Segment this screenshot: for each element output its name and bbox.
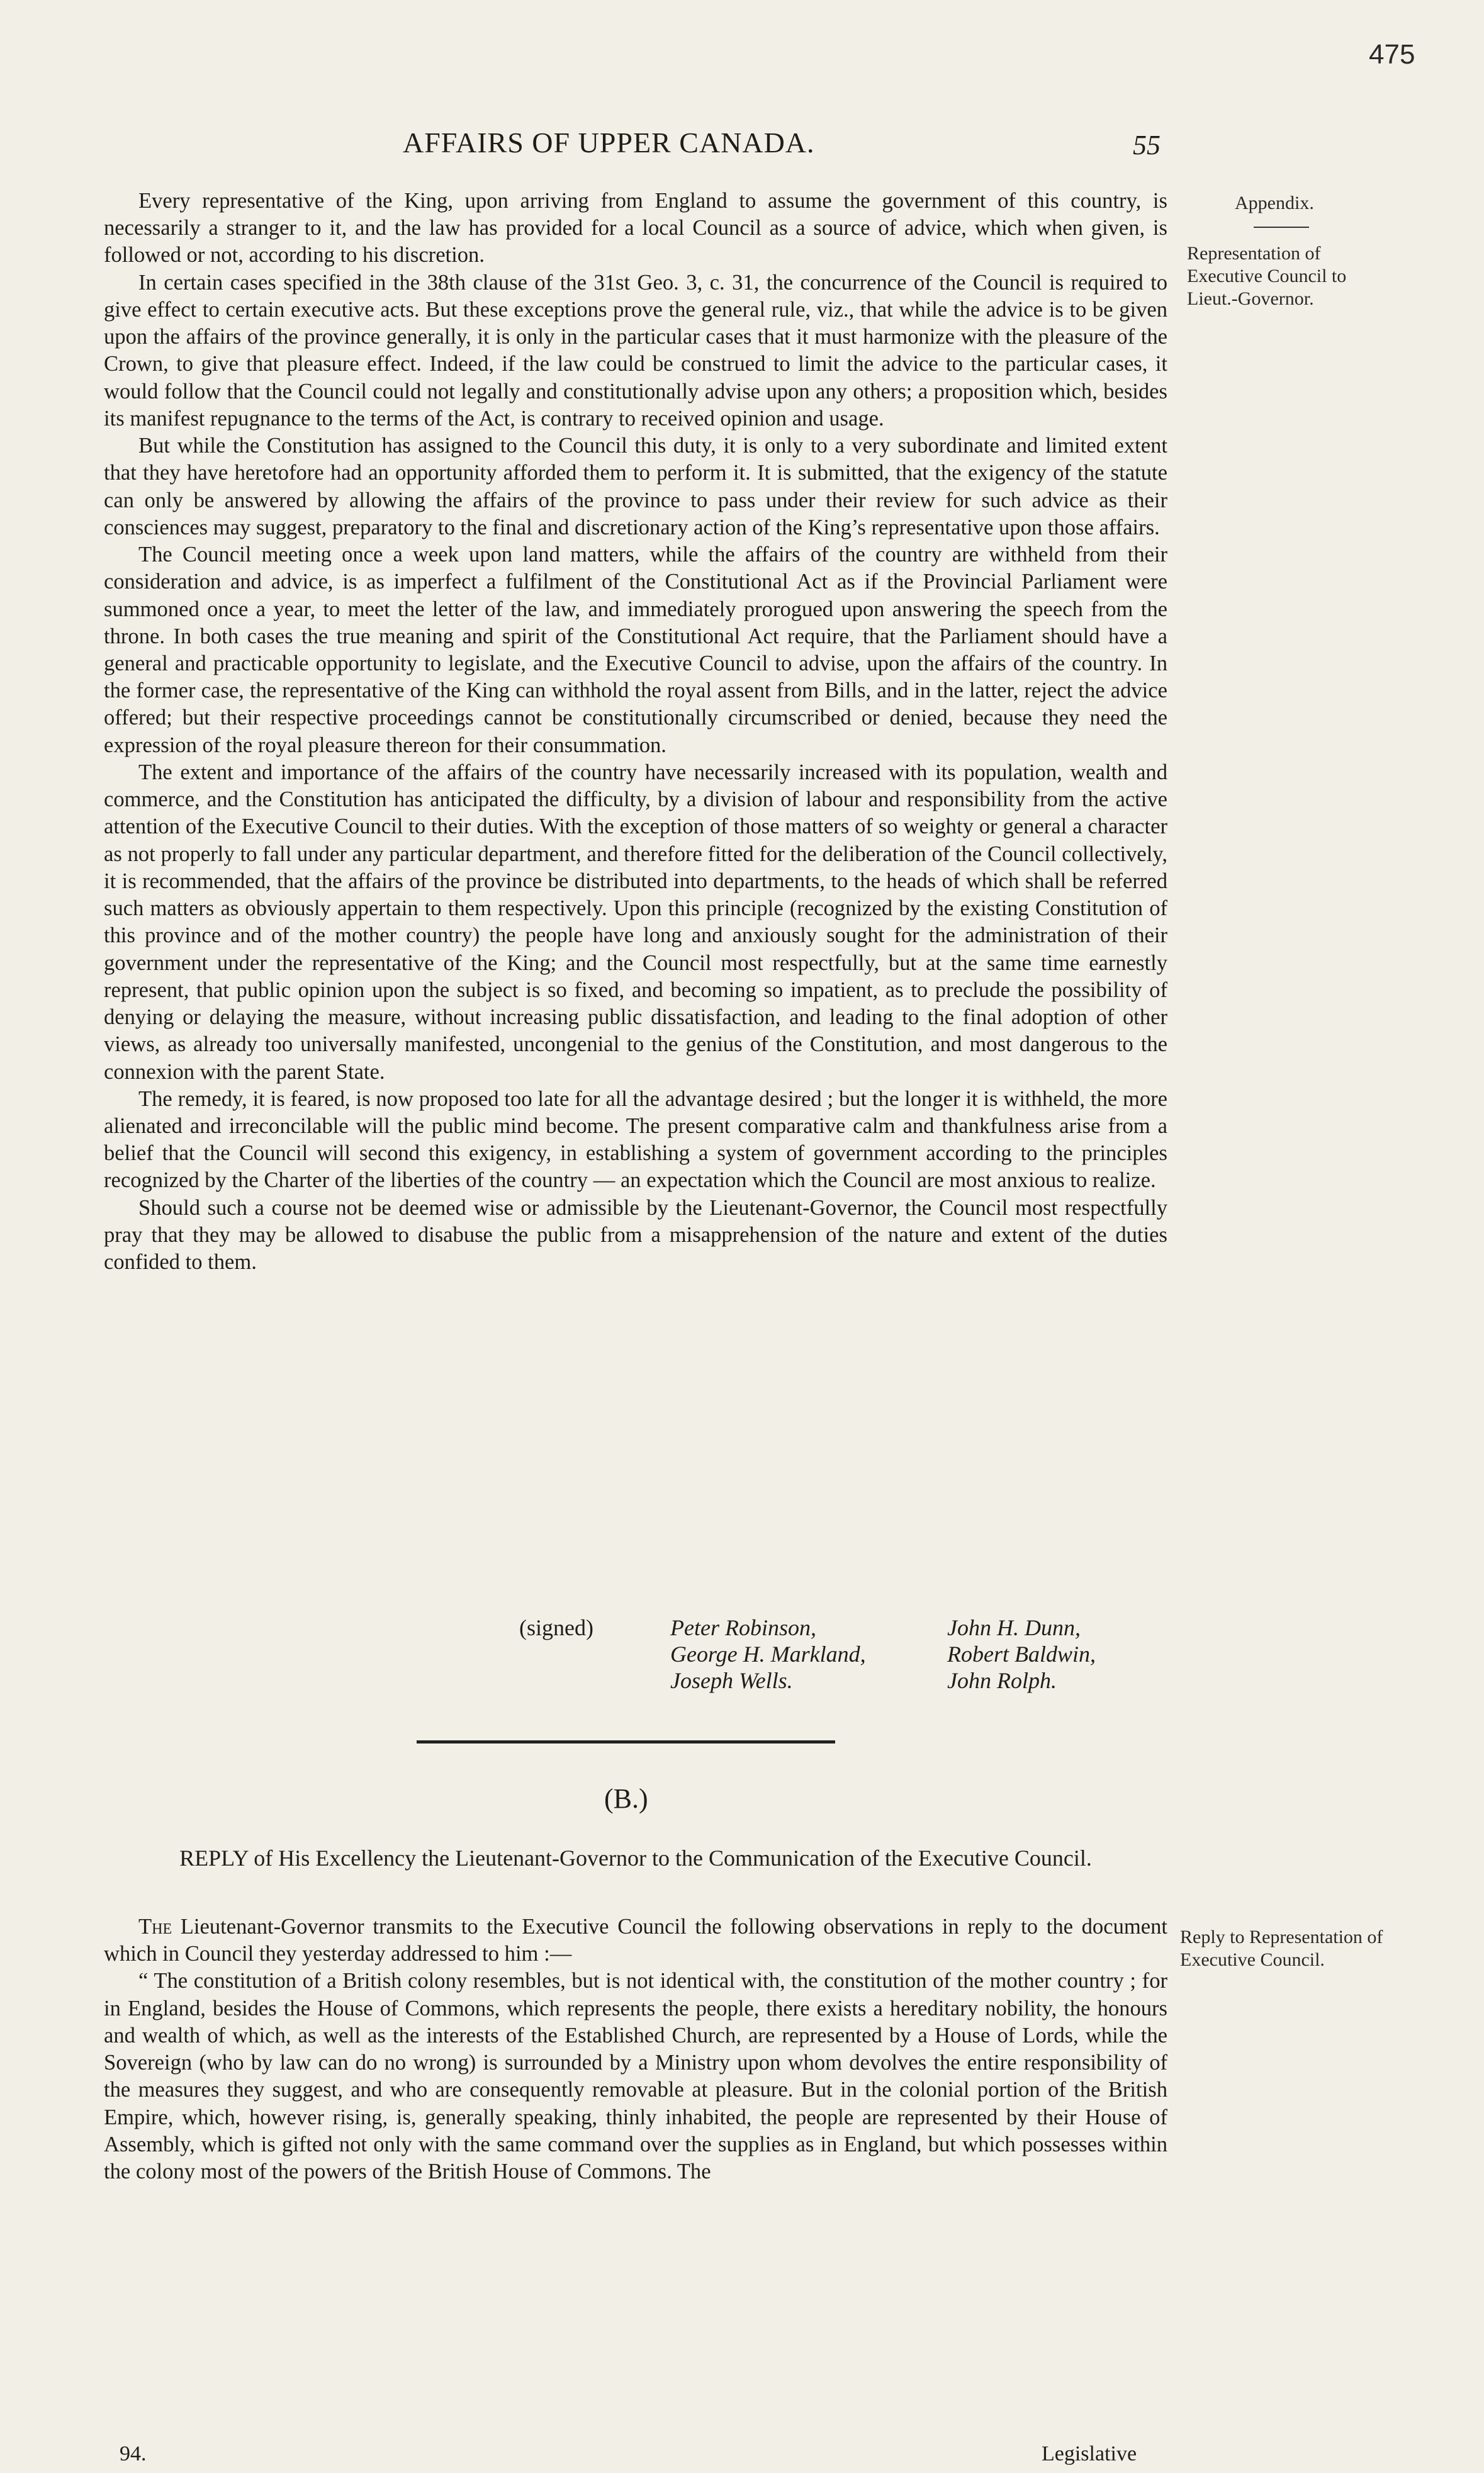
reply-heading: REPLY of His Excellency the Lieutenant-Governor to the Communication of the Executive Council. <box>179 1845 1092 1871</box>
paragraph: Every representative of the King, upon arriving from England to assume the government of this country, is necessarily a stranger to it, and the law has provided for a local Council as a source of advice, which when given, is followed or not, according to his discretion. <box>104 189 1167 268</box>
paragraph: “ The constitution of a British colony resembles, but is not identical with, the constitution of the mother country ; for in England, besides the House of Commons, which represents the people, there exists a hereditary nobility, the honours and wealth of which, as well as the interests of the Established Church, are represented by a House of Lords, while the Sovereign (who by law can do no wrong) is surrounded by a Ministry upon whom devolves the entire responsibility of the measures they suggest, and who are consequently removable at pleasure. But in the colonial portion of the British Empire, which, however rising, is, generally speaking, thinly inhabited, the people are represented by their House of Assembly, which is gifted not only with the same command over the supplies as in England, but which possesses within the colony most of the powers of the British House of Commons. The <box>104 1969 1167 2184</box>
section-b-label: (B.) <box>604 1783 648 1814</box>
signatory-name: John Rolph. <box>947 1668 1057 1694</box>
paragraph: But while the Constitution has assigned to the Council this duty, it is only to a very subordinate and limited extent that they have heretofore had an opportunity afforded them to perform it. It is submitted, that the exigency of the statute can only be answered by allowing the affairs of the province to pass under their review for such advice as their consciences may suggest, preparatory to the final and discretionary action of the King’s representative upon those affairs. <box>104 434 1167 539</box>
signatory-name: John H. Dunn, <box>947 1615 1081 1640</box>
paragraph: In certain cases specified in the 38th clause of the 31st Geo. 3, c. 31, the concurrence of the Council is required to give effect to certain executive acts. But these exceptions prove the general rule, viz., that while the advice is to be given upon the affairs of the province generally, it is only in the particular cases that it must harmonize with the pleasure of the Crown, to give that pleasure effect. Indeed, if the law could be construed to limit the advice to the particular cases, it would follow that the Council could not legally and constitutionally advise upon any others; a proposition which, besides its manifest repugnance to the terms of the Act, is contrary to received opinion and usage. <box>104 270 1167 431</box>
paragraph: The remedy, it is feared, is now proposed too late for all the advantage desired ; but the longer it is withheld, the more alienated and irreconcilable will the public mind become. The present comparative calm and thankfulness arise from a belief that the Council will second this exigency, in establishing a system of government according to the principles recognized by the Charter of the liberties of the country — an expectation which the Council are most anxious to realize. <box>104 1086 1167 1193</box>
main-text <box>104 188 1167 1276</box>
margin-note-reply: Reply to Representation of Executive Council. <box>1180 1927 1383 1970</box>
margin-rule <box>1254 227 1309 228</box>
signed-label: (signed) <box>519 1615 593 1640</box>
page-number: 55 <box>1133 130 1161 161</box>
signature-column-2 <box>947 1614 1096 1694</box>
margin-note-representation: Representation of Executive Council to Lieut.-Governor. <box>1187 243 1347 309</box>
signatory-name: Peter Robinson, <box>670 1615 816 1640</box>
reply-text <box>104 1913 1167 2185</box>
signatory-name: Robert Baldwin, <box>947 1642 1096 1667</box>
signature-mark: 94. <box>120 2442 147 2465</box>
signature-column-1 <box>670 1614 866 1694</box>
paragraph: Should such a course not be deemed wise or admissible by the Lieutenant-Governor, the Council most respectfully pray that they may be allowed to disabuse the public from a misapprehension of the nature and extent of the duties confided to them. <box>104 1195 1167 1275</box>
corner-page-number: 475 <box>1369 39 1415 70</box>
running-title: AFFAIRS OF UPPER CANADA. <box>403 127 815 159</box>
margin-appendix-label: Appendix. <box>1235 193 1314 213</box>
paragraph <box>104 1913 1167 1968</box>
lead-word: The <box>138 1915 172 1939</box>
paragraph: The Council meeting once a week upon land matters, while the affairs of the country are withheld from their consideration and advice, is as imperfect a fulfilment of the Constitutional Act as if the Provincial Parliament were summoned once a year, to meet the letter of the law, and immediately prorogued upon answering the speech from the throne. In both cases the true meaning and spirit of the Constitutional Act require, that the Parliament should have a general and practicable opportunity to legislate, and the Executive Council to advise, upon the affairs of the country. In the former case, the representative of the King can withhold the royal assent from Bills, and in the latter, reject the advice offered; but their respective proceedings cannot be constitutionally circumscribed or denied, because they need the expression of the royal pleasure thereon for their consummation. <box>104 543 1167 757</box>
section-divider <box>417 1740 835 1743</box>
paragraph: The extent and importance of the affairs of the country have necessarily increased with its population, wealth and commerce, and the Constitution has anticipated the difficulty, by a division of labour and responsibility from the active attention of the Executive Council to their duties. With the exception of those matters of so weighty or general a character as not properly to fall under any particular department, and therefore fitted for the deliberation of the Council collectively, it is recommended, that the affairs of the province be distributed into departments, to the heads of which shall be referred such matters as obviously appertain to them respectively. Upon this principle (recognized by the existing Constitution of this province and of the mother country) the people have long and anxiously sought for the administration of their government under the representative of the King; and the Council most respectfully, but at the same time earnestly represent, that public opinion upon the subject is so fixed, and becoming so impatient, as to preclude the possibility of denying or delaying the measure, without increasing public dissatisfaction, and leading to the final adoption of other views, as already too universally manifested, uncongenial to the genius of the Constitution, and most dangerous to the connexion with the parent State. <box>104 760 1167 1084</box>
catchword: Legislative <box>1042 2442 1137 2465</box>
signatory-name: Joseph Wells. <box>670 1668 793 1694</box>
signatory-name: George H. Markland, <box>670 1642 866 1667</box>
paragraph-rest: Lieutenant-Governor transmits to the Executive Council the following observations in reply to the document which in Council they yesterday addressed to him :— <box>104 1915 1167 1966</box>
